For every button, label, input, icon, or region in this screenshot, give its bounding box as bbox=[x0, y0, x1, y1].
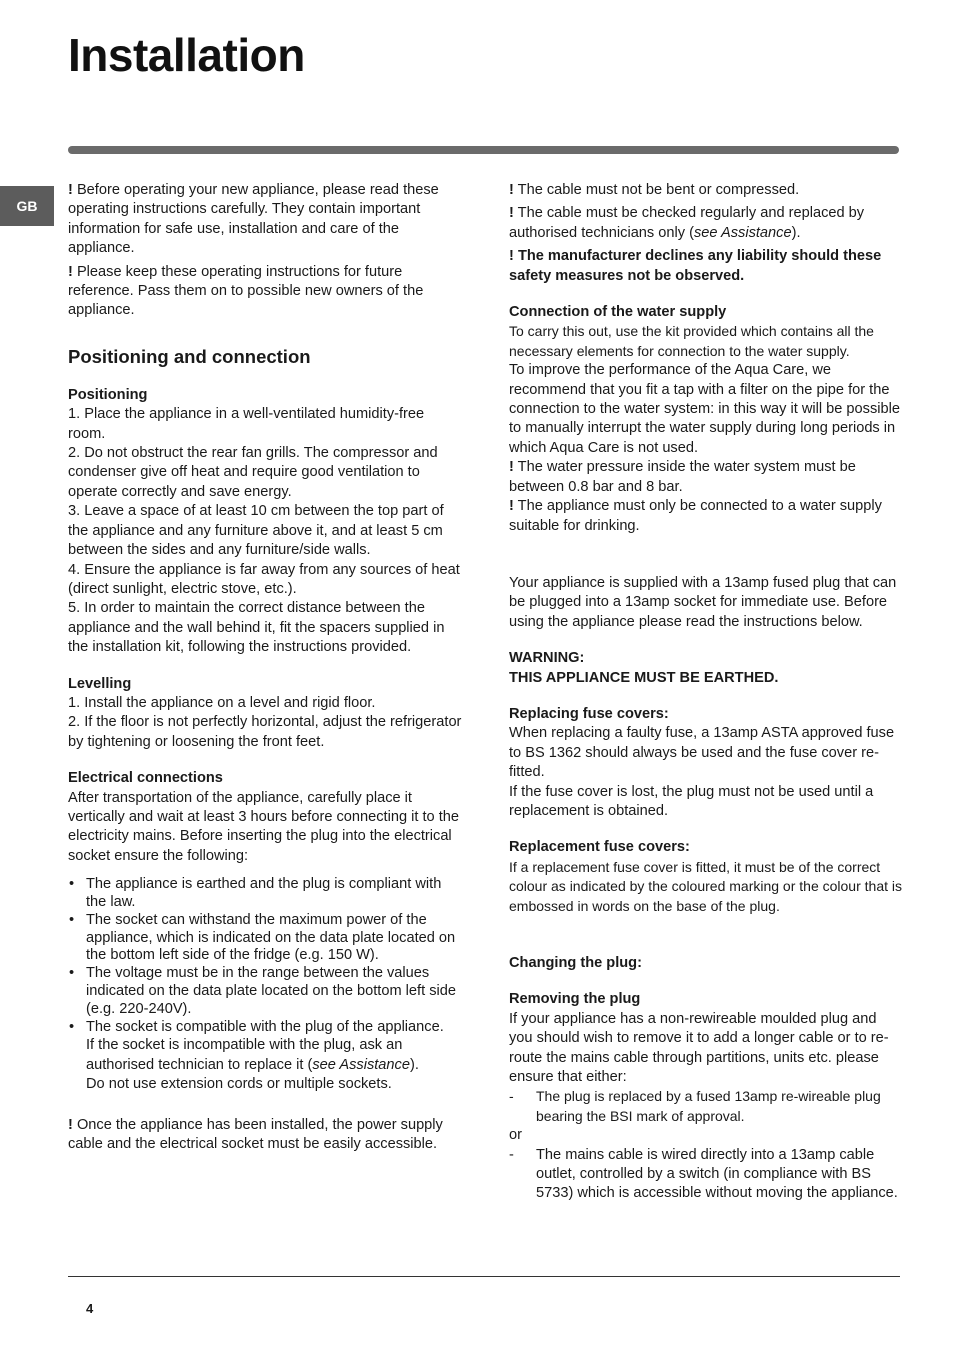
header-rule bbox=[68, 146, 899, 154]
footer-rule bbox=[68, 1276, 900, 1277]
water-kit-text: To carry this out, use the kit provided which contains all the necessary elements for connection to the water supply. bbox=[509, 323, 874, 359]
levelling-item: 1. Install the appliance on a level and rigid floor. bbox=[68, 694, 376, 711]
or-separator: or bbox=[509, 1127, 522, 1144]
warning-mark-icon: ! bbox=[68, 182, 73, 198]
list-item bbox=[509, 1087, 903, 1126]
water-pressure-text: The water pressure inside the water system must be between 0.8 bar and 8 bar. bbox=[509, 459, 856, 495]
extension-cord-note: Do not use extension cords or multiple sockets. bbox=[86, 1076, 392, 1093]
list-item-text: The socket is compatible with the plug of the appliance. bbox=[86, 1018, 444, 1035]
bullet-icon: • bbox=[69, 911, 75, 928]
liability-text: The manufacturer declines any liability should these safety measures not be observed. bbox=[509, 248, 882, 284]
levelling-item: 2. If the floor is not perfectly horizontal, adjust the refrigerator by tightening or loosening the front feet. bbox=[68, 714, 462, 750]
list-item bbox=[68, 876, 462, 912]
warning-mark-icon: ! bbox=[509, 182, 514, 198]
warning-mark-icon: ! bbox=[68, 263, 73, 280]
water-pressure-warning bbox=[509, 458, 903, 497]
assistance-reference: see Assistance bbox=[312, 1056, 410, 1073]
intro-text-1: Before operating your new appliance, please read these operating instructions carefully. They contain important information for safe use, installation and care of the appliance. bbox=[68, 182, 439, 257]
positioning-item: 4. Ensure the appliance is far away from any sources of heat (direct sunlight, electric stove, etc.). bbox=[68, 561, 460, 597]
warning-mark-icon: ! bbox=[509, 459, 514, 476]
list-item-text: The plug is replaced by a fused 13amp re-wireable plug bearing the BSI mark of approval. bbox=[536, 1088, 881, 1124]
bullet-icon: • bbox=[69, 876, 75, 893]
page-number: 4 bbox=[86, 1301, 94, 1316]
positioning-item: 5. In order to maintain the correct distance between the appliance and the wall behind it, fit the spacers supplied in the installation kit, following the instructions provided. bbox=[68, 600, 445, 656]
water-supply-heading: Connection of the water supply bbox=[509, 304, 727, 321]
dash-icon: - bbox=[509, 1088, 514, 1105]
list-item-text: The socket can withstand the maximum power of the appliance, which is indicated on the data plate located on the bottom left side of the fridge (e.g. 150 W). bbox=[86, 911, 456, 964]
list-item bbox=[68, 1019, 462, 1037]
electrical-heading: Electrical connections bbox=[68, 770, 223, 787]
replacing-fuse-heading: Replacing fuse covers: bbox=[509, 705, 669, 722]
water-improve-text: To improve the performance of the Aqua Care, we recommend that you fit a tap with a filter on the pipe for the connection to the water system: in this way it will be possible to manually interrupt the water supply during long periods in which Aqua Care is not used. bbox=[509, 362, 900, 456]
final-warning-text: Once the appliance has been installed, the power supply cable and the electrical socket must be easily accessible. bbox=[68, 1116, 443, 1152]
cable-warning-text: The cable must not be bent or compressed. bbox=[517, 182, 800, 198]
electrical-checklist bbox=[68, 876, 462, 1036]
removing-plug-text: If your appliance has a non-rewireable moulded plug and you should wish to remove it to add a longer cable or to re-route the mains cable through partitions, units etc. please ensure that either: bbox=[509, 1010, 889, 1086]
replacement-fuse-heading: Replacement fuse covers: bbox=[509, 839, 690, 856]
earth-warning-label: WARNING: bbox=[509, 650, 585, 667]
list-item bbox=[509, 1146, 903, 1204]
bullet-icon: • bbox=[69, 1018, 75, 1035]
plug-intro: Your appliance is supplied with a 13amp fused plug that can be plugged into a 13amp socket for immediate use. Before using the appliance please read the instructions below. bbox=[509, 574, 897, 630]
cable-check-warning bbox=[509, 204, 903, 243]
section-title: Positioning and connection bbox=[68, 345, 311, 367]
left-column bbox=[68, 181, 462, 1154]
list-item bbox=[68, 912, 462, 965]
incompatible-socket-note bbox=[68, 1036, 462, 1075]
note-text: ). bbox=[409, 1056, 419, 1073]
replacing-fuse-text: When replacing a faulty fuse, a 13amp ASTA approved fuse to BS 1362 should always be used and the fuse cover re-fitted. bbox=[509, 725, 895, 781]
bullet-icon: • bbox=[69, 965, 75, 982]
warning-mark-icon: ! bbox=[509, 498, 514, 515]
intro-warning-1 bbox=[68, 181, 462, 259]
final-warning bbox=[68, 1116, 462, 1155]
levelling-heading: Levelling bbox=[68, 675, 132, 692]
list-item-text: The voltage must be in the range between the values indicated on the data plate located on the bottom left side (e.g. 220-240V). bbox=[86, 965, 456, 1017]
assistance-reference: see Assistance bbox=[693, 224, 792, 241]
warning-mark-icon: ! bbox=[509, 248, 514, 265]
water-drinking-warning bbox=[509, 497, 903, 536]
liability-warning bbox=[509, 247, 903, 286]
positioning-item: 1. Place the appliance in a well-ventilated humidity-free room. bbox=[68, 406, 425, 442]
list-item-text: The appliance is earthed and the plug is compliant with the law. bbox=[86, 876, 442, 910]
removing-plug-heading: Removing the plug bbox=[509, 991, 641, 1008]
list-item-text: The mains cable is wired directly into a 13amp cable outlet, controlled by a switch (in compliance with BS 5733) which is accessible without moving the appliance. bbox=[536, 1146, 898, 1202]
note-text: If the socket is incompatible with the plug, ask an authorised technician to replace it ( bbox=[86, 1037, 403, 1073]
positioning-heading: Positioning bbox=[68, 386, 148, 403]
language-tab: GB bbox=[0, 186, 54, 226]
note-text: ). bbox=[791, 224, 801, 241]
dash-icon: - bbox=[509, 1146, 514, 1163]
intro-warning-2 bbox=[68, 263, 462, 321]
note-text: The cable must be checked regularly and replaced by authorised technicians only ( bbox=[509, 205, 865, 241]
intro-text-2: Please keep these operating instructions for future reference. Pass them on to possible new owners of the appliance. bbox=[68, 263, 424, 319]
right-column bbox=[509, 181, 903, 1204]
list-item bbox=[68, 965, 462, 1018]
cable-warning bbox=[509, 181, 903, 200]
changing-plug-heading: Changing the plug: bbox=[509, 955, 642, 971]
water-drinking-text: The appliance must only be connected to a water supply suitable for drinking. bbox=[509, 498, 882, 534]
positioning-item: 3. Leave a space of at least 10 cm between the top part of the appliance and any furniture above it, and at least 5 cm between the sides and any furniture/side walls. bbox=[68, 503, 444, 559]
warning-mark-icon: ! bbox=[509, 205, 514, 222]
replacement-fuse-text: If a replacement fuse cover is fitted, it must be of the correct colour as indicated by the coloured marking or the colour that is embossed in words on the base of the plug. bbox=[509, 858, 902, 914]
electrical-intro: After transportation of the appliance, carefully place it vertically and wait at least 3 hours before connecting it to the electricity mains. Before inserting the plug into the electrical socket ensure the following: bbox=[68, 789, 460, 864]
warning-mark-icon: ! bbox=[68, 1116, 73, 1133]
positioning-item: 2. Do not obstruct the rear fan grills. The compressor and condenser give off heat and require good ventilation to operate correctly and save energy. bbox=[68, 445, 438, 500]
earth-warning-text: THIS APPLIANCE MUST BE EARTHED. bbox=[509, 669, 779, 686]
page-title: Installation bbox=[68, 29, 305, 81]
fuse-cover-lost-text: If the fuse cover is lost, the plug must not be used until a replacement is obtained. bbox=[509, 783, 874, 819]
